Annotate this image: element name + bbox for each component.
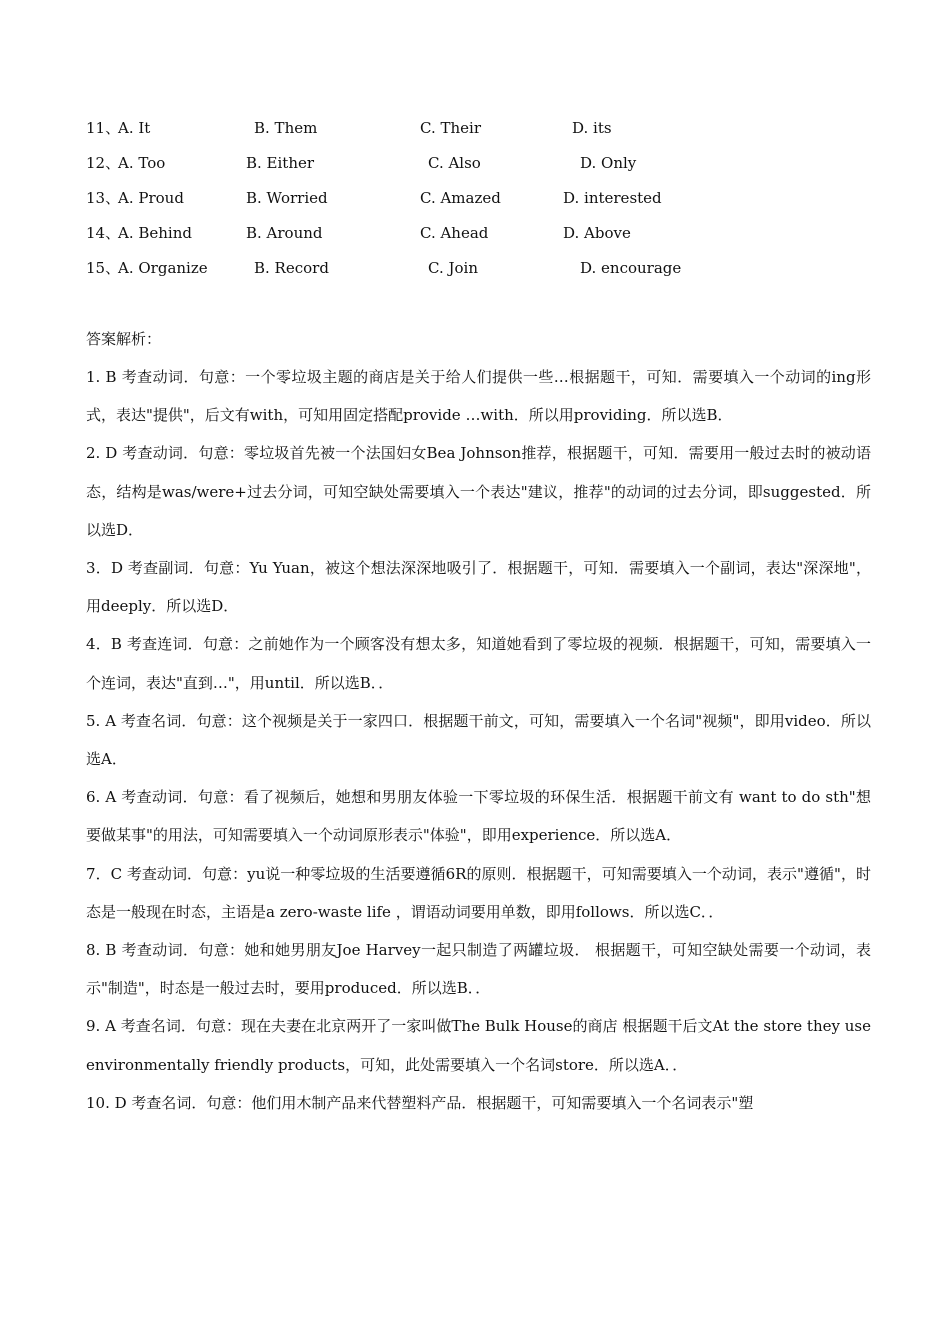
question-number: 14、	[86, 224, 121, 242]
explanation-2: 2. D 考查动词．句意：零垃圾首先被一个法国妇女Bea Johnson推荐，根据题干，可知．需要用一般过去时的被动语态，结构是was/were+过去分词，可知空缺处需要填入一个表达"建议，推荐"的动词的过去分词，即suggested．所以选D．	[86, 444, 871, 539]
option-c: C. Ahead	[420, 224, 489, 242]
explanation-9: 9. A 考查名词．句意：现在夫妻在北京两开了一家叫做The Bulk House的商店 根据题干后文At the store they use environmentally friendly products，可知，此处需要填入一个名词store．所以选A．．	[86, 1017, 871, 1074]
option-a: A. Too	[118, 154, 166, 172]
explanation-7: 7．C 考查动词．句意：yu说一种零垃圾的生活要遵循6R的原则．根据题干，可知需要填入一个动词，表示"遵循"，时态是一般现在时态，主语是a zero-waste life ，谓语动词要用单数，即用follows．所以选C．．	[86, 864, 871, 921]
option-d: D. encourage	[580, 259, 682, 277]
question-number: 15、	[86, 259, 121, 277]
option-c: C. Their	[420, 119, 481, 137]
explanation-4: 4．B 考查连词．句意：之前她作为一个顾客没有想太多，知道她看到了零垃圾的视频．根据题干，可知，需要填入一个连词，表达"直到…"，用until．所以选B．．	[86, 635, 871, 692]
option-b: B. Worried	[246, 189, 328, 207]
option-a: A. Organize	[118, 259, 208, 277]
question-number: 12、	[86, 154, 121, 172]
question-number: 13、	[86, 189, 121, 207]
explanation-5: 5. A 考查名词．句意：这个视频是关于一家四口．根据题干前文，可知，需要填入一个名词"视频"，即用video．所以选A．	[86, 711, 871, 769]
explanation-1: 1. B 考查动词．句意：一个零垃圾主题的商店是关于给人们提供一些…根据题干，可知．需要填入一个动词的ing形式，表达"提供"，后文有with，可知用固定搭配provide …with．所以用providing．所以选B．	[86, 368, 871, 425]
option-d: D. its	[572, 119, 612, 137]
answer-analysis-heading: 答案解析：	[86, 330, 162, 348]
option-a: A. Behind	[118, 224, 192, 242]
option-b: B. Either	[246, 154, 315, 172]
option-d: D. interested	[563, 189, 662, 207]
option-a: A. Proud	[118, 189, 184, 207]
option-b: B. Them	[254, 119, 318, 137]
option-d: D. Above	[563, 224, 631, 242]
explanation-3: 3．D 考查副词．句意：Yu Yuan，被这个想法深深地吸引了．根据题干，可知．需要填入一个副词，表达"深深地"，用deeply．所以选D．	[86, 559, 871, 616]
explanation-6: 6. A 考查动词．句意：看了视频后，她想和男朋友体验一下零垃圾的环保生活．根据题干前文有 want to do sth"想要做某事"的用法，可知需要填入一个动词原形表示"体验"，即用experience．所以选A．	[86, 788, 871, 845]
question-number: 11、	[86, 119, 121, 137]
option-a: A. It	[118, 119, 151, 137]
explanation-10: 10. D 考查名词．句意：他们用木制产品来代替塑料产品．根据题干，可知需要填入一个名词表示"塑	[86, 1093, 754, 1112]
explanation-8: 8. B 考查动词．句意：她和她男朋友Joe Harvey一起只制造了两罐垃圾． 根据题干，可知空缺处需要一个动词，表示"制造"，时态是一般过去时，要用produced．所以选B．．	[86, 941, 871, 998]
option-c: C. Also	[428, 154, 481, 172]
option-b: B. Around	[246, 224, 323, 242]
option-c: C. Amazed	[420, 189, 501, 207]
option-d: D. Only	[580, 154, 637, 172]
answer-analysis-body	[86, 358, 871, 1122]
option-c: C. Join	[428, 259, 478, 277]
option-b: B. Record	[254, 259, 329, 277]
